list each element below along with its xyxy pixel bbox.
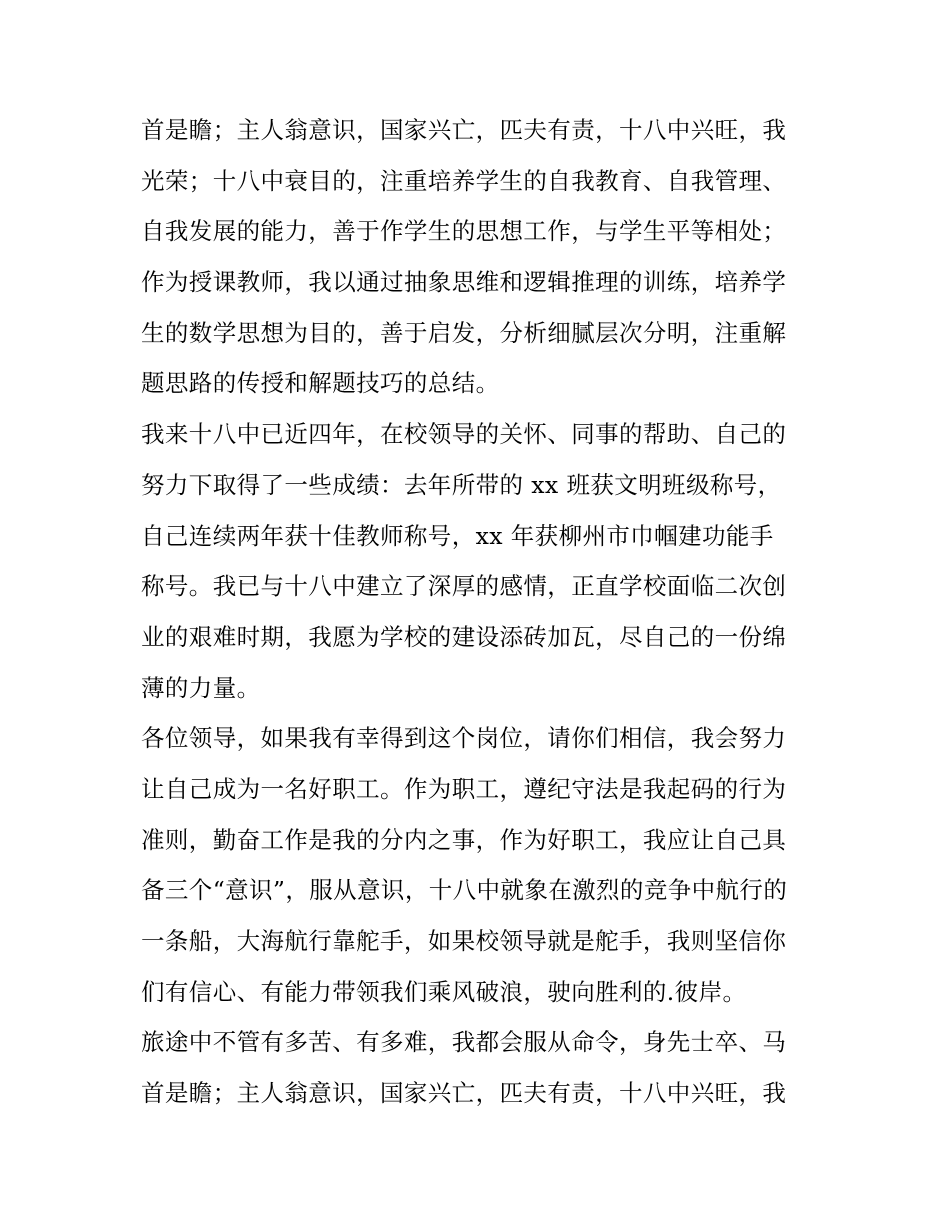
text-line: 我来十八中已近四年，在校领导的关怀、同事的帮助、自己的 bbox=[141, 420, 787, 449]
text-line: 光荣；十八中衰目的，注重培养学生的自我教育、自我管理、 bbox=[141, 166, 787, 195]
text-line: 首是瞻；主人翁意识，国家兴亡，匹夫有责，十八中兴旺，我 bbox=[141, 1079, 787, 1108]
text-line: 自己连续两年获十佳教师称号，xx 年获柳州市巾帼建功能手 bbox=[141, 521, 774, 550]
text-line: 自我发展的能力，善于作学生的思想工作，与学生平等相处； bbox=[141, 217, 787, 246]
text-line: 称号。我已与十八中建立了深厚的感情，正直学校面临二次创 bbox=[141, 572, 787, 601]
text-line: 让自己成为一名好职工。作为职工，遵纪守法是我起码的行为 bbox=[141, 774, 787, 803]
text-line: 备三个“意识”，服从意识，十八中就象在激烈的竞争中航行的 bbox=[141, 876, 788, 905]
text-line: 准则，勤奋工作是我的分内之事，作为好职工，我应让自己具 bbox=[141, 825, 787, 854]
text-line: 薄的力量。 bbox=[141, 673, 261, 702]
text-line: 作为授课教师，我以通过抽象思维和逻辑推理的训练，培养学 bbox=[141, 268, 787, 297]
text-line: 努力下取得了一些成绩：去年所带的 xx 班获文明班级称号， bbox=[141, 470, 782, 499]
text-line: 们有信心、有能力带领我们乘风破浪，驶向胜利的.彼岸。 bbox=[141, 977, 747, 1006]
text-line: 各位领导，如果我有幸得到这个岗位，请你们相信，我会努力 bbox=[141, 724, 787, 753]
text-line: 生的数学思想为目的，善于启发，分析细腻层次分明，注重解 bbox=[141, 318, 787, 347]
text-line: 旅途中不管有多苦、有多难，我都会服从命令，身先士卒、马 bbox=[141, 1028, 787, 1057]
document-body bbox=[141, 105, 821, 1119]
text-line: 首是瞻；主人翁意识，国家兴亡，匹夫有责，十八中兴旺，我 bbox=[141, 116, 787, 144]
text-line: 一条船，大海航行靠舵手，如果校领导就是舵手，我则坚信你 bbox=[141, 927, 787, 955]
text-line: 业的艰难时期，我愿为学校的建设添砖加瓦，尽自己的一份绵 bbox=[141, 622, 787, 651]
text-line: 题思路的传授和解题技巧的总结。 bbox=[141, 369, 500, 398]
